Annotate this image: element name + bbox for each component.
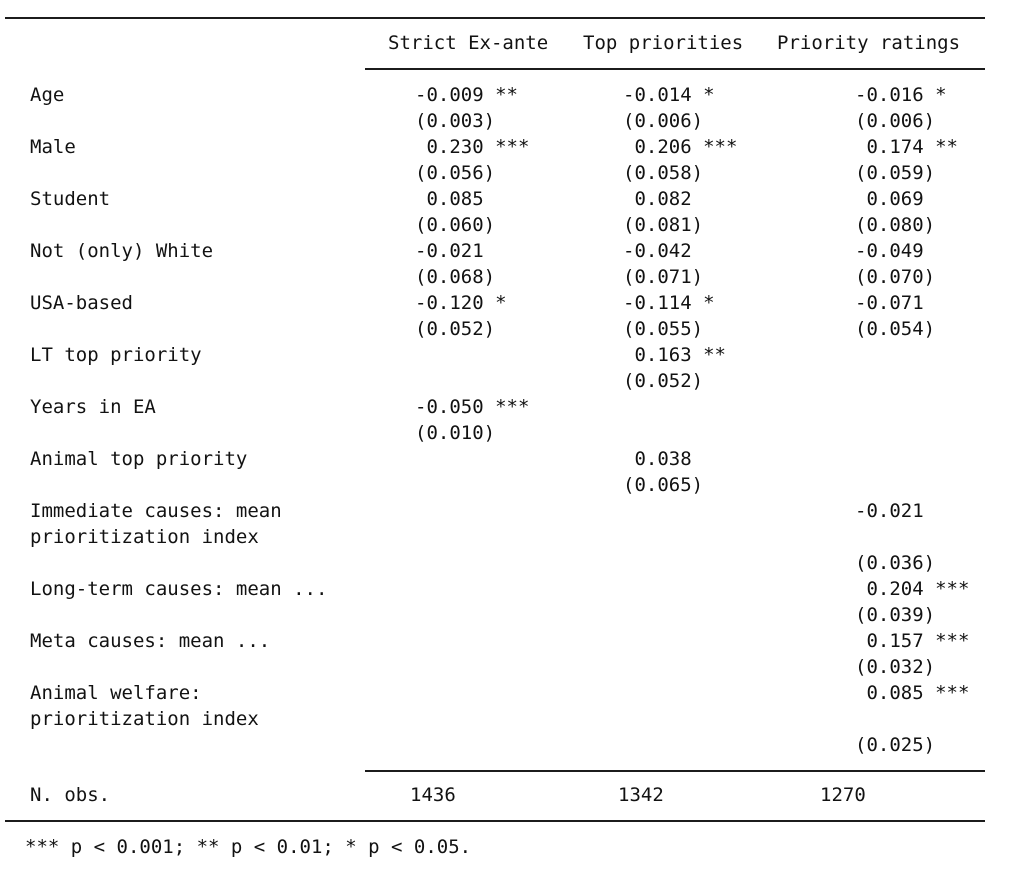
- top-rule: [5, 17, 985, 19]
- row-label: LT top priority: [30, 344, 202, 366]
- cell-priority-ratings: (0.036): [855, 552, 936, 574]
- cell-priority-ratings: [770, 706, 1016, 732]
- row-label: Not (only) White: [30, 240, 214, 262]
- row-label: [0, 264, 365, 290]
- table-row: [0, 160, 1016, 186]
- row-label: Animal welfare:: [30, 682, 202, 704]
- cell-priority-ratings: -0.071: [855, 292, 924, 314]
- cell-priority-ratings: 0.069: [855, 188, 924, 210]
- table-row: [0, 264, 1016, 290]
- bottom-rule: [5, 820, 985, 822]
- cell-strict-ex-ante: 0.230 ***: [415, 136, 530, 158]
- table-row: [0, 238, 1016, 264]
- cell-strict-ex-ante: [365, 524, 570, 550]
- cell-priority-ratings: [770, 368, 1016, 394]
- cell-strict-ex-ante: [365, 706, 570, 732]
- cell-strict-ex-ante: [365, 550, 570, 576]
- row-label: Immediate causes: mean: [30, 500, 282, 522]
- column-header-strict-ex-ante: Strict Ex-ante: [388, 32, 549, 54]
- table-row: [0, 602, 1016, 628]
- cell-top-priorities: (0.052): [623, 370, 704, 392]
- row-label: Meta causes: mean ...: [30, 630, 271, 652]
- cell-top-priorities: 0.038: [623, 448, 692, 470]
- table-row: [0, 576, 1016, 602]
- cell-top-priorities: [570, 550, 770, 576]
- cell-priority-ratings: (0.039): [855, 604, 936, 626]
- row-label: [0, 602, 365, 628]
- table-row: [0, 186, 1016, 212]
- cell-top-priorities: [570, 680, 770, 706]
- cell-priority-ratings: (0.080): [855, 214, 936, 236]
- cell-top-priorities: 0.163 **: [623, 344, 726, 366]
- cell-top-priorities: [570, 420, 770, 446]
- cell-strict-ex-ante: [365, 628, 570, 654]
- cell-top-priorities: [570, 628, 770, 654]
- cell-strict-ex-ante: [365, 368, 570, 394]
- n-obs-top-priorities: 1342: [618, 784, 664, 806]
- n-obs-strict-ex-ante: 1436: [410, 784, 456, 806]
- table-row: [0, 654, 1016, 680]
- cell-top-priorities: -0.014 *: [623, 84, 715, 106]
- cell-priority-ratings: (0.025): [855, 734, 936, 756]
- cell-strict-ex-ante: -0.050 ***: [415, 396, 530, 418]
- table-row: [0, 420, 1016, 446]
- table-row: [0, 212, 1016, 238]
- cell-top-priorities: -0.042: [623, 240, 692, 262]
- cell-priority-ratings: (0.006): [855, 110, 936, 132]
- cell-strict-ex-ante: [365, 576, 570, 602]
- column-header-priority-ratings: Priority ratings: [777, 32, 961, 54]
- cell-strict-ex-ante: [365, 732, 570, 758]
- header-empty-cell: [0, 30, 365, 56]
- table-header-row: [0, 30, 1016, 56]
- gof-rule: [365, 770, 985, 772]
- significance-footnote: *** p < 0.001; ** p < 0.01; * p < 0.05.: [25, 836, 472, 858]
- cell-priority-ratings: 0.085 ***: [855, 682, 970, 704]
- cell-top-priorities: (0.081): [623, 214, 704, 236]
- table-row: [0, 680, 1016, 706]
- cell-strict-ex-ante: (0.060): [415, 214, 496, 236]
- cell-strict-ex-ante: (0.010): [415, 422, 496, 444]
- cell-priority-ratings: (0.032): [855, 656, 936, 678]
- row-label: [0, 108, 365, 134]
- header-rule: [365, 68, 985, 70]
- cell-priority-ratings: (0.059): [855, 162, 936, 184]
- cell-strict-ex-ante: [365, 472, 570, 498]
- table-row: [0, 524, 1016, 550]
- cell-priority-ratings: -0.049: [855, 240, 924, 262]
- row-label: [0, 212, 365, 238]
- table-row: [0, 472, 1016, 498]
- row-label: [0, 160, 365, 186]
- table-row: [0, 316, 1016, 342]
- row-label: Age: [30, 84, 65, 106]
- cell-top-priorities: [570, 732, 770, 758]
- cell-strict-ex-ante: -0.009 **: [415, 84, 518, 106]
- table-row: [0, 108, 1016, 134]
- row-label: prioritization index: [30, 708, 259, 730]
- cell-strict-ex-ante: [365, 446, 570, 472]
- cell-priority-ratings: [770, 342, 1016, 368]
- cell-top-priorities: [570, 706, 770, 732]
- cell-strict-ex-ante: 0.085: [415, 188, 484, 210]
- cell-strict-ex-ante: [365, 680, 570, 706]
- row-label: [0, 316, 365, 342]
- cell-top-priorities: (0.006): [623, 110, 704, 132]
- n-obs-label: N. obs.: [30, 784, 111, 806]
- table-row: [0, 368, 1016, 394]
- row-label: Male: [30, 136, 76, 158]
- table-row: [0, 550, 1016, 576]
- row-label: USA-based: [30, 292, 133, 314]
- cell-strict-ex-ante: [365, 602, 570, 628]
- cell-priority-ratings: (0.070): [855, 266, 936, 288]
- row-label: Years in EA: [30, 396, 156, 418]
- cell-top-priorities: [570, 602, 770, 628]
- cell-priority-ratings: -0.021: [855, 500, 924, 522]
- table-row: [0, 446, 1016, 472]
- row-label: [0, 368, 365, 394]
- cell-top-priorities: [570, 576, 770, 602]
- table-row: [0, 394, 1016, 420]
- cell-priority-ratings: (0.054): [855, 318, 936, 340]
- row-label: [0, 420, 365, 446]
- row-label: [0, 654, 365, 680]
- table-row: [0, 628, 1016, 654]
- cell-priority-ratings: 0.157 ***: [855, 630, 970, 652]
- cell-priority-ratings: 0.174 **: [855, 136, 958, 158]
- table-row: [0, 134, 1016, 160]
- cell-strict-ex-ante: [365, 498, 570, 524]
- cell-strict-ex-ante: -0.021: [415, 240, 484, 262]
- table-row: [0, 342, 1016, 368]
- n-obs-priority-ratings: 1270: [820, 784, 866, 806]
- cell-top-priorities: [570, 498, 770, 524]
- cell-top-priorities: [570, 524, 770, 550]
- row-label: [0, 472, 365, 498]
- table-row: [0, 706, 1016, 732]
- cell-priority-ratings: 0.204 ***: [855, 578, 970, 600]
- cell-priority-ratings: [770, 524, 1016, 550]
- table-row: [0, 498, 1016, 524]
- cell-top-priorities: [570, 394, 770, 420]
- cell-priority-ratings: [770, 420, 1016, 446]
- table-body: [0, 82, 1016, 758]
- table-row: [0, 732, 1016, 758]
- row-label: [0, 732, 365, 758]
- row-label: prioritization index: [30, 526, 259, 548]
- row-label: Student: [30, 188, 111, 210]
- cell-strict-ex-ante: (0.056): [415, 162, 496, 184]
- cell-priority-ratings: [770, 394, 1016, 420]
- table-row: [0, 290, 1016, 316]
- n-obs-row: [0, 782, 1016, 808]
- cell-top-priorities: -0.114 *: [623, 292, 715, 314]
- cell-top-priorities: [570, 654, 770, 680]
- table-row: [0, 82, 1016, 108]
- cell-top-priorities: (0.065): [623, 474, 704, 496]
- cell-top-priorities: (0.058): [623, 162, 704, 184]
- cell-strict-ex-ante: (0.003): [415, 110, 496, 132]
- row-label: [0, 550, 365, 576]
- cell-strict-ex-ante: [365, 654, 570, 680]
- cell-priority-ratings: -0.016 *: [855, 84, 947, 106]
- cell-strict-ex-ante: -0.120 *: [415, 292, 507, 314]
- row-label: Long-term causes: mean ...: [30, 578, 328, 600]
- cell-top-priorities: (0.055): [623, 318, 704, 340]
- cell-top-priorities: 0.206 ***: [623, 136, 738, 158]
- cell-top-priorities: 0.082: [623, 188, 692, 210]
- cell-strict-ex-ante: (0.052): [415, 318, 496, 340]
- row-label: Animal top priority: [30, 448, 248, 470]
- cell-strict-ex-ante: [365, 342, 570, 368]
- cell-strict-ex-ante: (0.068): [415, 266, 496, 288]
- cell-priority-ratings: [770, 472, 1016, 498]
- cell-priority-ratings: [770, 446, 1016, 472]
- cell-top-priorities: (0.071): [623, 266, 704, 288]
- column-header-top-priorities: Top priorities: [583, 32, 744, 54]
